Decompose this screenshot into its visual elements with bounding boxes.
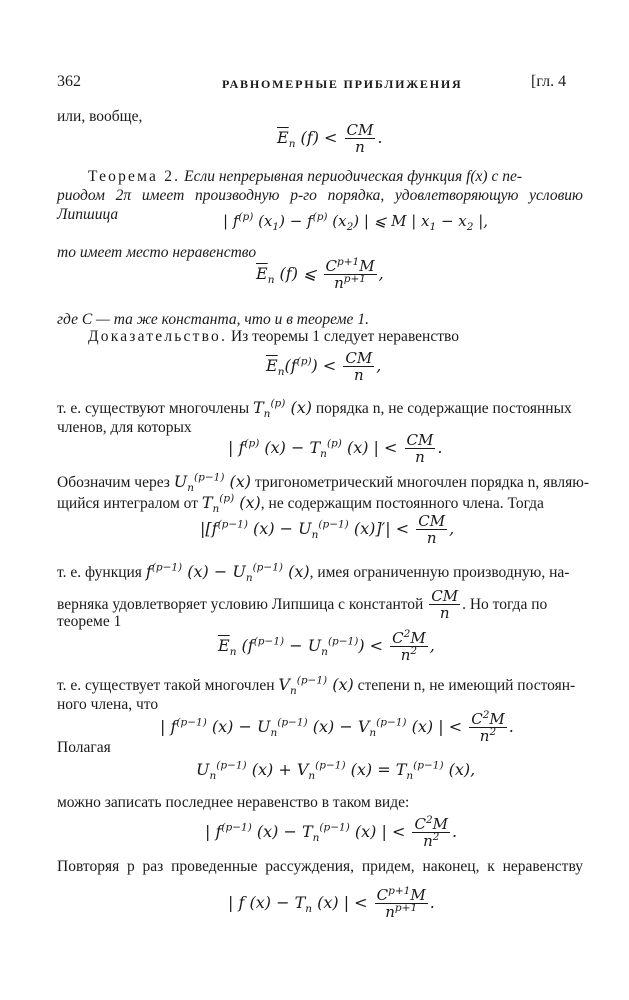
equation-lipschitz: | $f^{(p)}$ $(x_1) - f^{(p)}$ $(x_2)$ | ⩽ M | $x_1 - x_2$ |,: [223, 211, 489, 233]
text-line: т. е. существует такой многочлен $V_n^{(p-1)}$ (x) степени n, не имеющий постоян-: [57, 674, 576, 698]
text-span: верняка удовлетворяет условию Липшица с константой: [57, 596, 424, 613]
text-line: т. е. существуют многочлены $T_n^{(p)}$ (x) порядка n, не содержащие постоянных: [57, 397, 572, 421]
theorem-line-2: риодом 2π имеет производную p-го порядка, удовлетворяющую условию: [57, 187, 583, 204]
text-span: , не содержащим постоянного члена. Тогда: [260, 495, 544, 512]
text-span: Обозначим через: [57, 474, 170, 491]
text-span: , имея ограниченную производную, на-: [309, 564, 570, 581]
chapter-marker: [гл. 4: [531, 73, 567, 90]
text-line: членов, для которых: [57, 419, 192, 436]
equation-5: $|[f^{(p-1)}$ $(x) - U_n^{(p-1)}$ (x)]′| < $\frac{CM}{n}$ ,: [200, 512, 455, 547]
text-span: . Но тогда по: [462, 596, 548, 613]
text-line: щийся интегралом от $T_n^{(p)}$ (x), не содержащим постоянного члена. Тогда: [57, 492, 544, 516]
page-number: 362: [57, 73, 81, 90]
theorem-line-3: Липшица: [57, 206, 119, 223]
theorem-label: Теорема 2.: [88, 168, 181, 185]
equation-6: $\overline{E}_n$ $(f^{(p-1)} - U_n^{(p-1)})$ < $\frac{C^2M}{n^2}$ ,: [218, 628, 435, 664]
equation-1: $\overline{E}_n$ (f) < $\frac{CM}{n}$ .: [277, 121, 383, 156]
text-span: порядка n, не содержащие постоянных: [315, 400, 572, 417]
text-span: т. е. существуют многочлены: [57, 400, 250, 417]
text-line: т. е. функция $f^{(p-1)}$ $(x) - U_n^{(p-1)}$ (x), имея ограниченную производную, на-: [57, 561, 570, 585]
proof-text: Из теоремы 1 следует неравенство: [230, 328, 459, 345]
text-line: ного члена, что: [57, 696, 159, 713]
text-line: теореме 1: [57, 613, 122, 630]
text-span: т. е. функция: [57, 564, 142, 581]
text-line: можно записать последнее неравенство в таком виде:: [57, 794, 410, 811]
text-span: степени n, не имеющий постоян-: [357, 677, 576, 694]
text-line: Полагая: [57, 739, 111, 756]
running-title: РАВНОМЕРНЫЕ ПРИБЛИЖЕНИЯ: [222, 77, 463, 91]
text-line: то имеет место неравенство: [57, 244, 257, 261]
equation-9: | $f^{(p-1)}$ $(x) - T_n^{(p-1)}$ (x) | < $\frac{C^2M}{n^2}$ .: [205, 814, 458, 850]
equation-8: $U_n^{(p-1)}$ $(x) + V_n^{(p-1)}$ $(x) = T_n^{(p-1)}$ (x),: [196, 759, 476, 783]
text-span: т. е. существует такой многочлен: [57, 677, 275, 694]
proof-line: [88, 327, 459, 347]
equation-10: | f $(x) - T_n$ (x) | < $\frac{C^{p+1}M}{n^{p+1}}$ .: [228, 885, 435, 921]
text-line: Повторяя p раз проведенные рассуждения, придем, наконец, к неравенству: [57, 858, 583, 875]
text-span: щийся интегралом от: [57, 495, 198, 512]
equation-7: | $f^{(p-1)}$ $(x) - U_n^{(p-1)}$ $(x) - V_n^{(p-1)}$ (x) | < $\frac{C^2M}{n^2}$ .: [160, 709, 514, 745]
equation-3: $\overline{E}_n(f^{(p)})$ < $\frac{CM}{n}$ ,: [266, 349, 382, 384]
theorem-text: Если непрерывная периодическая функция f(x) с пе-: [184, 168, 523, 185]
equation-4: | $f^{(p)}$ $(x) - T_n^{(p)}$ (x) | < $\frac{CM}{n}$ .: [228, 431, 443, 466]
text-line: где C — та же константа, что и в теореме 1.: [57, 311, 369, 328]
text-line: верняка удовлетворяет условию Липшица с константой $\frac{CM}{n}$ . Но тогда по: [57, 587, 548, 622]
text-line: или, вообще,: [57, 108, 143, 125]
theorem-line-1: [88, 167, 583, 187]
text-line: Обозначим через $U_n^{(p-1)}$ (x) тригонометрический многочлен порядка n, являю-: [57, 471, 589, 495]
proof-label: Доказательство.: [88, 328, 228, 345]
equation-2: $\overline{E}_n$ (f) ⩽ $\frac{C^{p+1}M}{n^{p+1}}$ ,: [256, 256, 384, 292]
text-span: тригонометрический многочлен порядка n, являю-: [254, 474, 589, 491]
